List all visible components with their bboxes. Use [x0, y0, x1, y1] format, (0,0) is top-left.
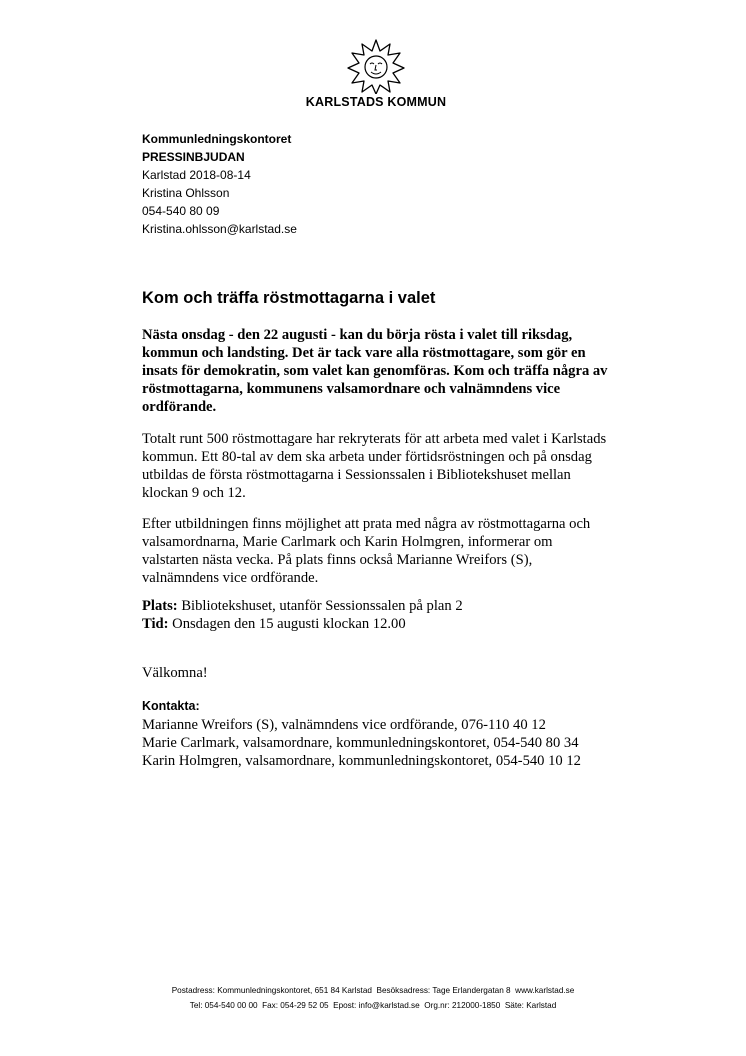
- welcome-text: Välkomna!: [142, 665, 208, 681]
- contact-heading: Kontakta:: [142, 699, 200, 713]
- contact-name: Kristina Ohlsson: [142, 186, 230, 200]
- time-label: Tid:: [142, 616, 169, 632]
- paragraph-2: Efter utbildningen finns möjlighet att prata med några av röstmottagarna och valsamordnarna, Marie Carlmark och Karin Holmgren, informerar om valstarten nästa vecka. På plats finns också Marianne Wreifors (S), valnämndens vice ordförande.: [142, 516, 591, 586]
- event-details: [142, 597, 612, 633]
- paragraph-1: Totalt runt 500 röstmottagare har rekryterats för att arbeta med valet i Karlstads kommun. Ett 80-tal av dem ska arbeta under förtidsröstningen och på onsdag utbildas de första röstmottagarna i Sessionssalen i Bibliotekshuset mellan klockan 9 och 12.: [142, 431, 607, 501]
- contact-list: [142, 716, 581, 770]
- event-time: [142, 615, 612, 633]
- doc-type: PRESSINBJUDAN: [142, 150, 245, 164]
- contact-phone: 054-540 80 09: [142, 204, 220, 218]
- footer-address: Postadress: Kommunledningskontoret, 651 84 Karlstad Besöksadress: Tage Erlandergatan 8 www.karlstad.se: [171, 986, 575, 995]
- contact-email: Kristina.ohlsson@karlstad.se: [142, 222, 297, 236]
- article-title: Kom och träffa röstmottagarna i valet: [142, 289, 436, 307]
- time-value: Onsdagen den 15 augusti klockan 12.00: [168, 616, 406, 632]
- sender-info: [142, 130, 297, 238]
- department: Kommunledningskontoret: [142, 132, 292, 146]
- sun-face-icon: [346, 38, 406, 94]
- place-label: Plats:: [142, 598, 178, 614]
- place-date: Karlstad 2018-08-14: [142, 168, 251, 182]
- footer-contact: Tel: 054-540 00 00 Fax: 054-29 52 05 Epost: info@karlstad.se Org.nr: 212000-1850 Säte: Karlstad: [189, 1001, 557, 1010]
- lead-paragraph: Nästa onsdag - den 22 augusti - kan du börja rösta i valet till riksdag, kommun och landsting. Det är tack vare alla röstmottagare, som gör en insats för demokratin, som valet kan genomföras. Kom och träffa några av röstmottagarna, kommunens valsamordnare och valnämndens vice ordförande.: [142, 327, 608, 415]
- place-value: Bibliotekshuset, utanför Sessionssalen på plan 2: [177, 598, 463, 614]
- contact-item: Karin Holmgren, valsamordnare, kommunledningskontoret, 054-540 10 12: [142, 753, 581, 769]
- org-name: KARLSTADS KOMMUN: [305, 95, 447, 109]
- event-place: [142, 597, 612, 615]
- contact-item: Marie Carlmark, valsamordnare, kommunledningskontoret, 054-540 80 34: [142, 735, 579, 751]
- contact-item: Marianne Wreifors (S), valnämndens vice ordförande, 076-110 40 12: [142, 717, 546, 733]
